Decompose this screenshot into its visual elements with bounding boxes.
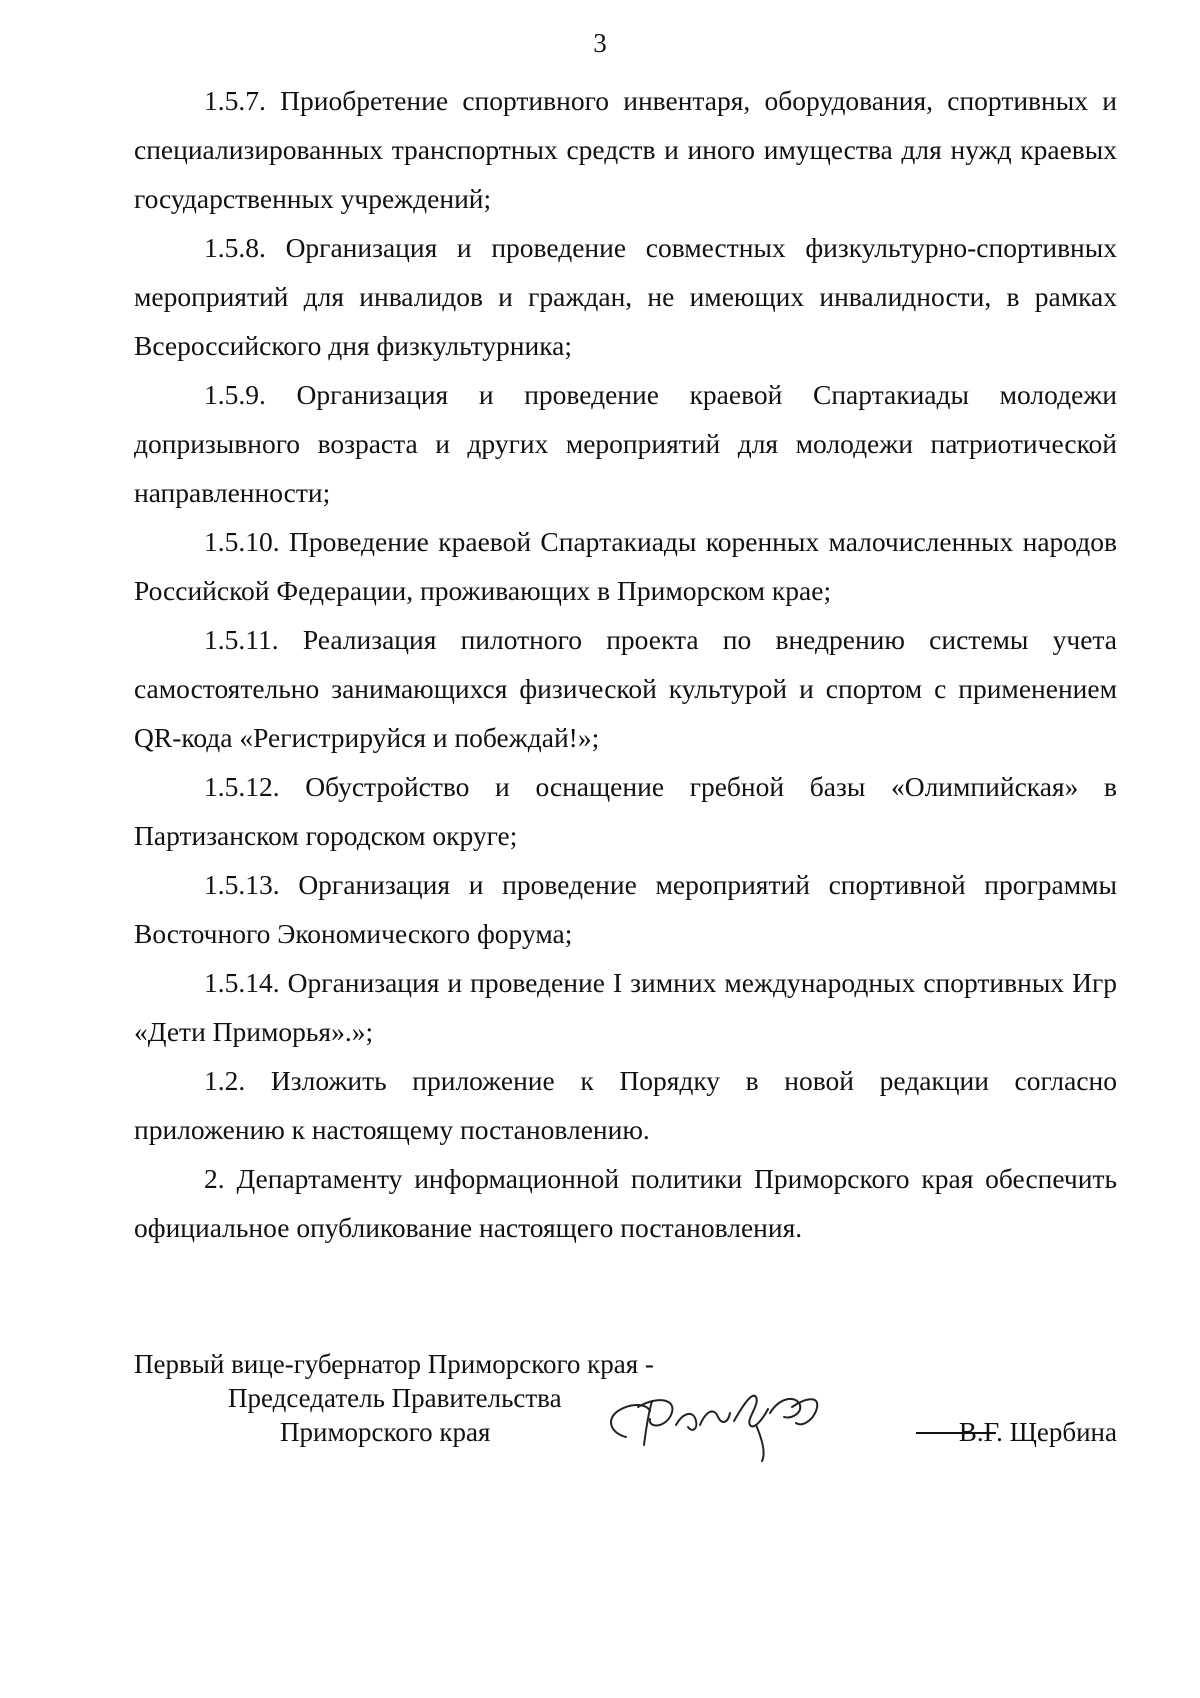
handwritten-signature — [596, 1367, 856, 1467]
signature-block — [134, 1347, 1117, 1467]
paragraph-1-5-11: 1.5.11. Реализация пилотного проекта по внедрению системы учета самостоятельно занимающихся физической культурой и спортом с применением QR-кода «Регистрируйся и побеждай!»; — [134, 624, 1117, 753]
paragraph-2: 2. Департаменту информационной политики Приморского края обеспечить официальное опубликование настоящего постановления. — [134, 1163, 1117, 1243]
paragraph-1-5-12: 1.5.12. Обустройство и оснащение гребной базы «Олимпийская» в Партизанском городском округе; — [134, 771, 1117, 851]
signatory-title-line-1: Первый вице-губернатор Приморского края - — [134, 1349, 654, 1379]
paragraph-1-5-13: 1.5.13. Организация и проведение мероприятий спортивной программы Восточного Экономического форума; — [134, 869, 1117, 949]
document-body — [134, 76, 1117, 1252]
paragraph-1-5-10: 1.5.10. Проведение краевой Спартакиады коренных малочисленных народов Российской Федерации, проживающих в Приморском крае; — [134, 526, 1117, 606]
page-number: 3 — [593, 28, 607, 58]
paragraph-1-5-7: 1.5.7. Приобретение спортивного инвентаря, оборудования, спортивных и специализированных транспортных средств и иного имущества для нужд краевых государственных учреждений; — [134, 85, 1117, 214]
signatory-name: В.Г. Щербина — [958, 1417, 1117, 1447]
paragraph-1-5-14: 1.5.14. Организация и проведение I зимних международных спортивных Игр «Дети Приморья».»; — [134, 967, 1117, 1047]
signatory-title-line-2: Председатель Правительства — [228, 1383, 562, 1413]
paragraph-1-5-9: 1.5.9. Организация и проведение краевой Спартакиады молодежи допризывного возраста и других мероприятий для молодежи патриотической направленности; — [134, 379, 1117, 508]
paragraph-1-5-8: 1.5.8. Организация и проведение совместных физкультурно-спортивных мероприятий для инвалидов и граждан, не имеющих инвалидности, в рамках Всероссийского дня физкультурника; — [134, 232, 1117, 361]
signatory-title-line-3: Приморского края — [280, 1417, 491, 1447]
paragraph-1-2: 1.2. Изложить приложение к Порядку в новой редакции согласно приложению к настоящему постановлению. — [134, 1065, 1117, 1145]
